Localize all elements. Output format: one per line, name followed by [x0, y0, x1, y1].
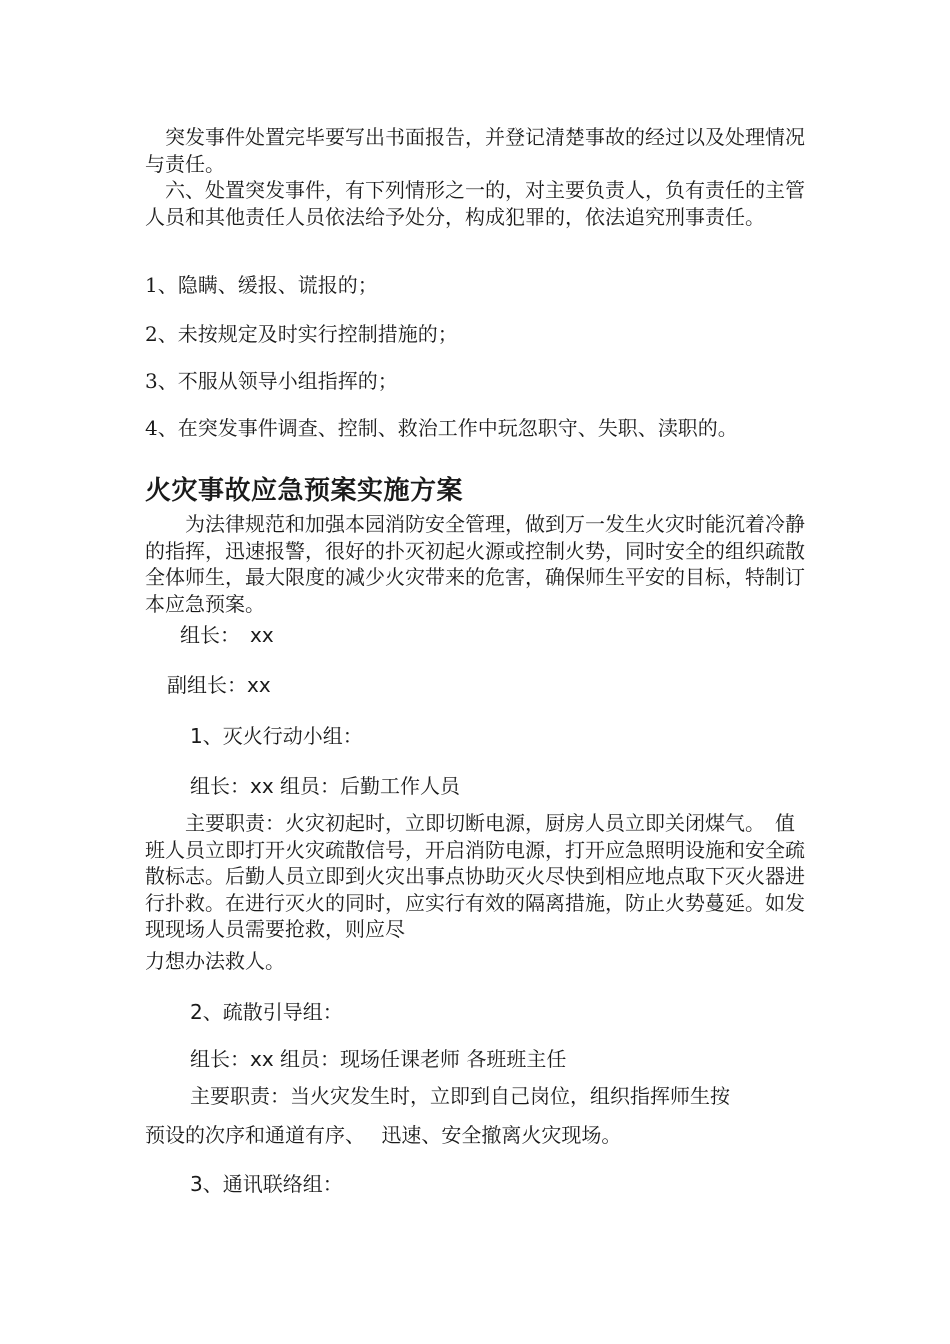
- list-item: 2、未按规定及时实行控制措施的；: [145, 322, 458, 346]
- group2-duty: 主要职责：当火灾发生时，立即到自己岗位，组织指挥师生按: [190, 1084, 730, 1108]
- group2-members: 组长：xx 组员：现场任课老师 各班班主任: [190, 1047, 567, 1071]
- leader-line: 组长： xx: [180, 623, 274, 647]
- group1-members: 组长：xx 组员：后勤工作人员: [190, 774, 461, 798]
- group3-title: 3、通讯联络组：: [190, 1172, 343, 1196]
- group2-title: 2、疏散引导组：: [190, 1000, 343, 1024]
- paragraph-report: 突发事件处置完毕要写出书面报告，并登记清楚事故的经过以及处理情况与责任。: [145, 125, 805, 176]
- paragraph-intro: 为法律规范和加强本园消防安全管理，做到万一发生火灾时能沉着冷静的指挥，迅速报警，很好的扑灭初起火源或控制火势，同时安全的组织疏散全体师生，最大限度的减少火灾带来的危害，确保师生平安的目标，特制订本应急预案。: [145, 512, 805, 616]
- list-item: 4、在突发事件调查、控制、救治工作中玩忽职守、失职、渎职的。: [145, 416, 738, 440]
- list-item: 1、隐瞒、缓报、谎报的；: [145, 273, 378, 297]
- group1-duty-end: 力想办法救人。: [145, 949, 285, 973]
- section-title: 火灾事故应急预案实施方案: [145, 476, 464, 506]
- paragraph-section-six: 六、处置突发事件，有下列情形之一的，对主要负责人，负有责任的主管人员和其他责任人员依法给予处分，构成犯罪的，依法追究刑事责任。: [145, 178, 805, 229]
- list-item: 3、不服从领导小组指挥的；: [145, 369, 398, 393]
- deputy-leader-line: 副组长：xx: [167, 673, 271, 697]
- group1-title: 1、灭火行动小组：: [190, 724, 363, 748]
- group1-duty: 主要职责：火灾初起时，立即切断电源，厨房人员立即关闭煤气。 值班人员立即打开火灾疏散信号，开启消防电源，打开应急照明设施和安全疏散标志。后勤人员立即到火灾出事点协助灭火尽快到相应地点取下灭火器进行扑救。在进行灭火的同时，应实行有效的隔离措施，防止火势蔓延。如发现现场人员需要抢救，则应尽: [145, 811, 805, 941]
- group2-duty-end: 预设的次序和通道有序、 迅速、安全撤离火灾现场。: [145, 1123, 622, 1147]
